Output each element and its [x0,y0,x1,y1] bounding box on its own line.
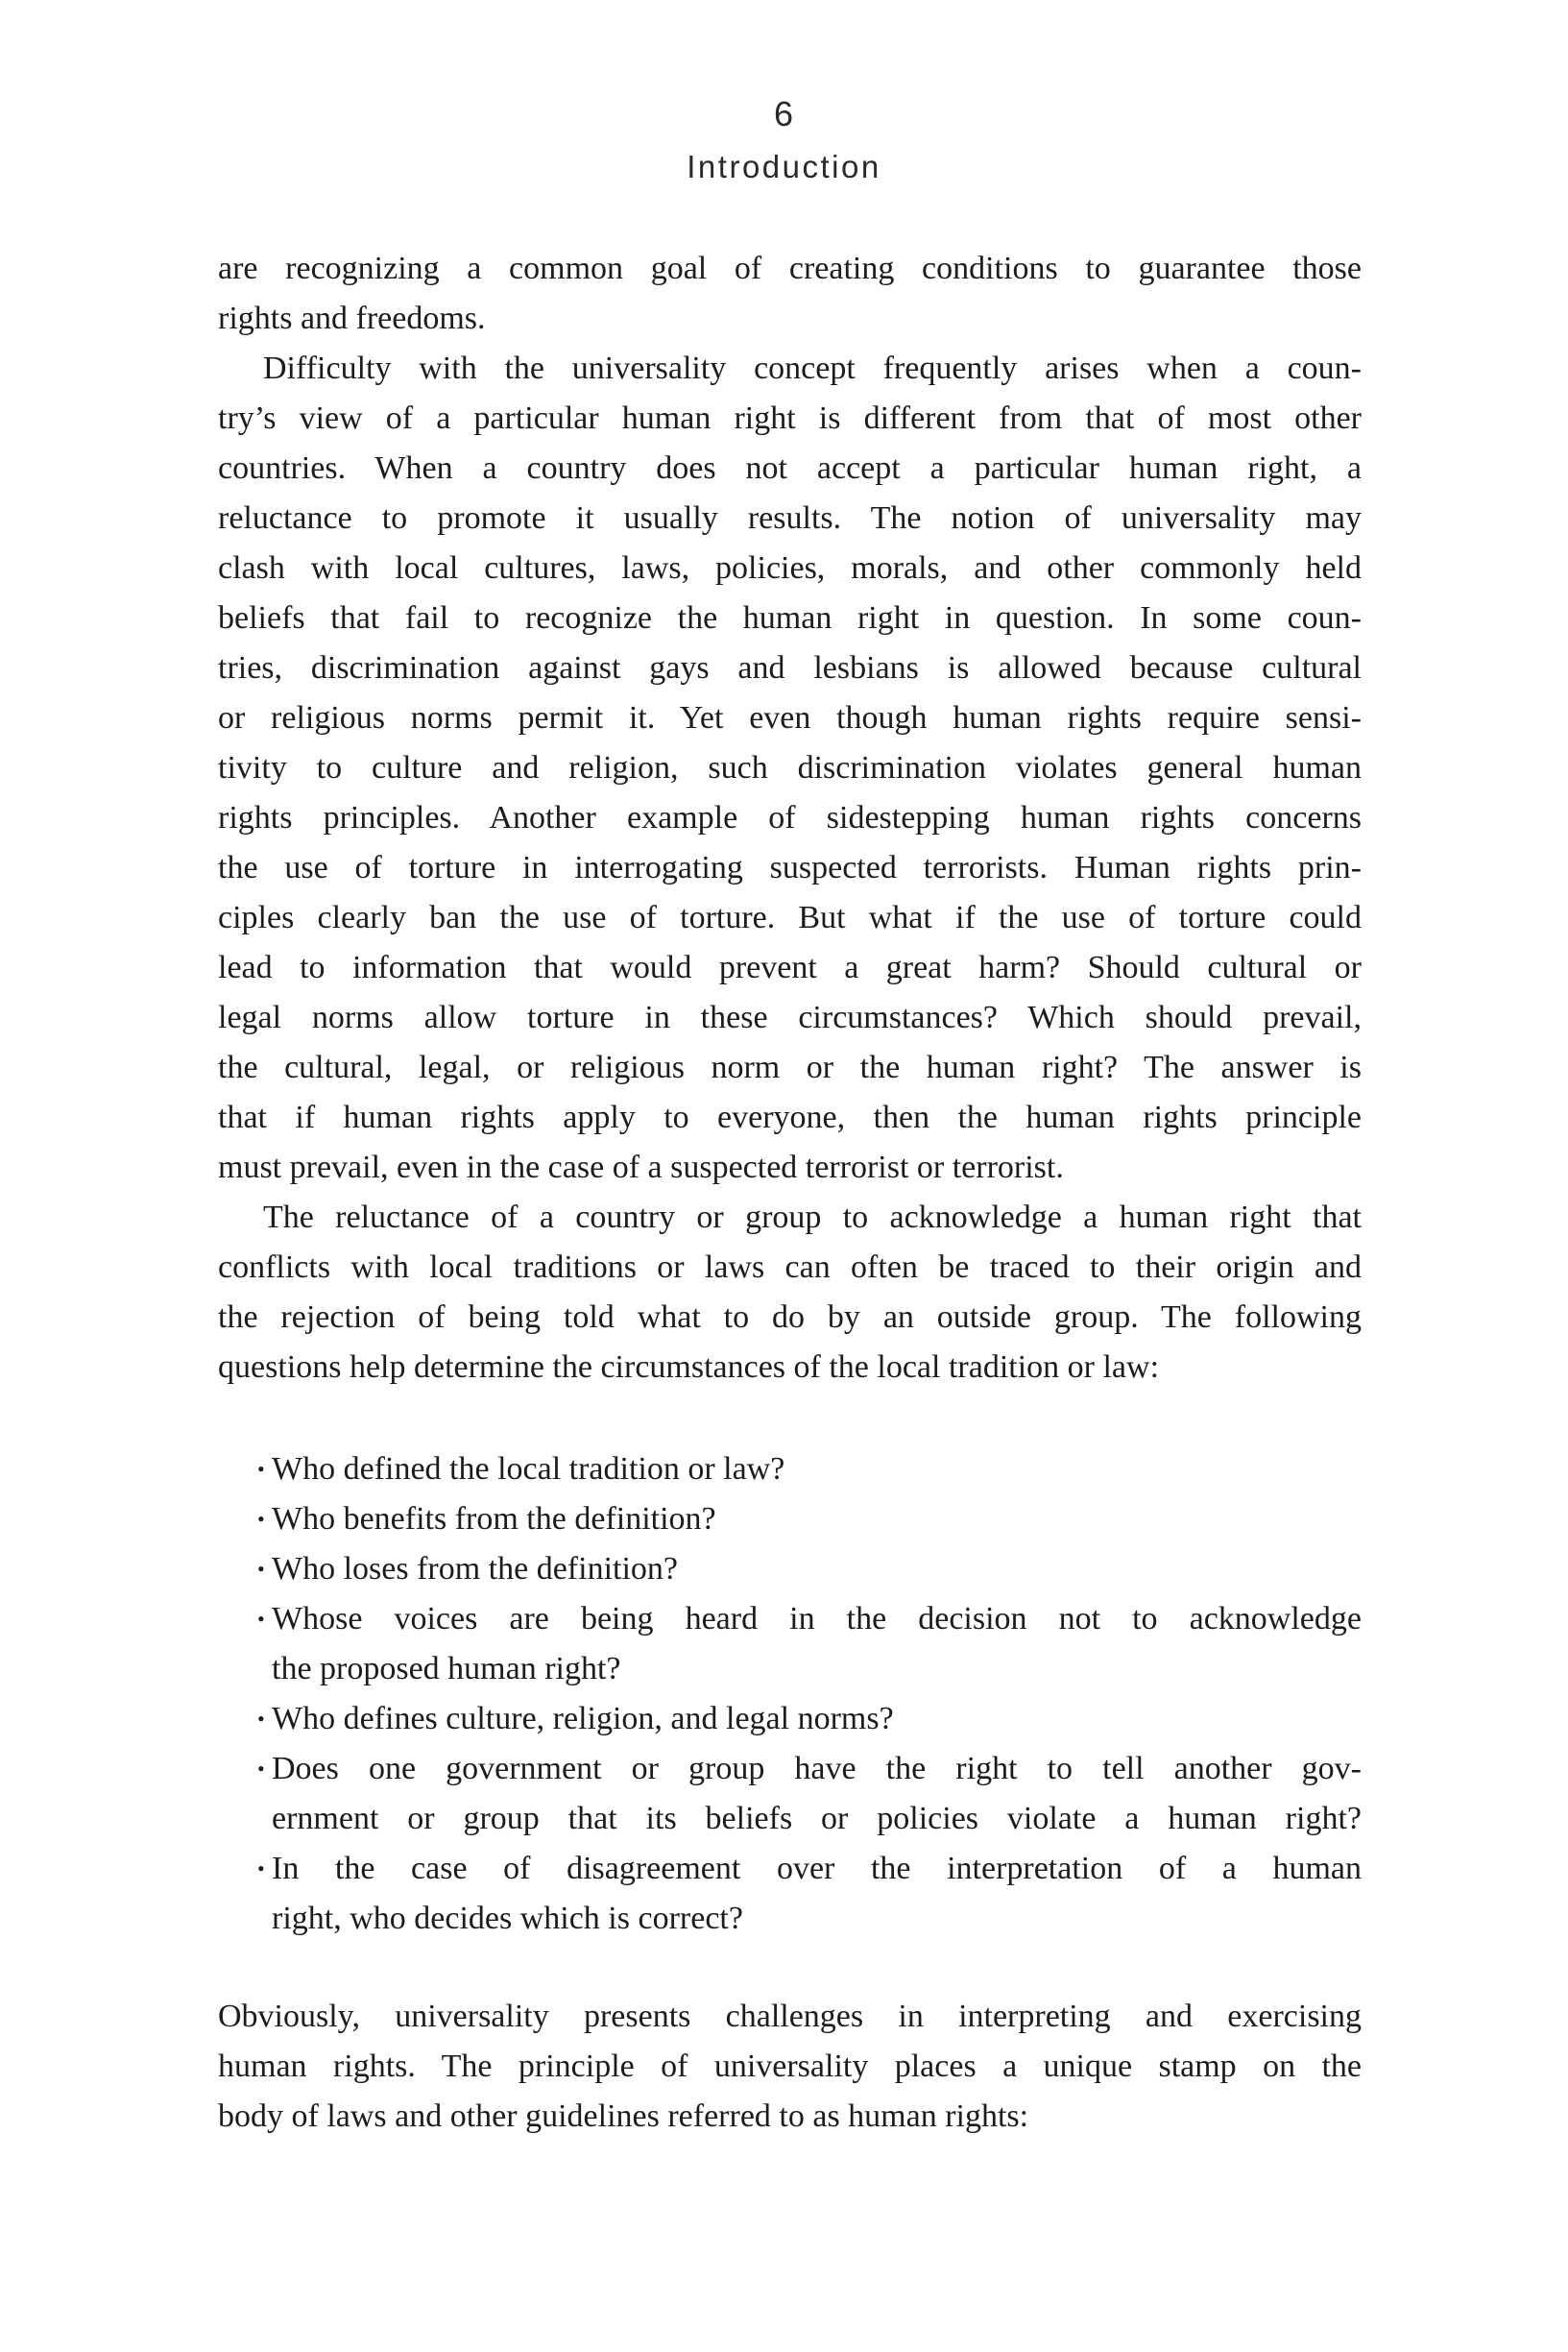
text-line: must prevail, even in the case of a suspected terrorist or terrorist. [218,1150,1064,1185]
text-line: Difficulty with the universality concept frequently arises when a coun- [263,351,1362,386]
paragraph [218,244,1362,344]
text-line: the cultural, legal, or religious norm or the human right? The answer is [218,1050,1362,1085]
text-line: clash with local cultures, laws, policies, morals, and other commonly held [218,550,1362,586]
text-line: ernment or group that its beliefs or policies violate a human right? [272,1801,1362,1836]
bullet-item [218,1544,1362,1594]
text-line: rights and freedoms. [218,301,486,336]
text-line: Does one government or group have the right to tell another gov- [272,1751,1362,1786]
text-line: ciples clearly ban the use of torture. But what if the use of torture could [218,900,1362,935]
text-line: rights principles. Another example of sidestepping human rights concerns [218,800,1362,836]
text-line: the proposed human right? [272,1651,621,1686]
text-line: Obviously, universality presents challenges in interpreting and exercising [218,1999,1362,2034]
text-line: or religious norms permit it. Yet even though human rights require sensi- [218,700,1362,736]
paragraph [218,344,1362,1193]
body-text [218,244,1362,2142]
text-line: right, who decides which is correct? [272,1901,743,1936]
text-line: conflicts with local traditions or laws can often be traced to their origin and [218,1249,1362,1285]
text-line: are recognizing a common goal of creating conditions to guarantee those [218,251,1362,286]
bullet-item [218,1594,1362,1694]
text-line: Who defines culture, religion, and legal norms? [272,1701,894,1736]
text-line: countries. When a country does not accept a particular human right, a [218,450,1362,486]
closing-paragraph [218,1992,1362,2142]
bullet-icon: • [257,1457,265,1481]
bullet-icon: • [257,1607,265,1631]
text-line: Who defined the local tradition or law? [272,1451,785,1487]
text-line: In the case of disagreement over the interpretation of a human [272,1851,1362,1886]
bullet-item [218,1744,1362,1844]
text-line: legal norms allow torture in these circumstances? Which should prevail, [218,1000,1362,1035]
bullet-icon: • [257,1507,265,1531]
paragraph [218,1193,1362,1393]
text-line: reluctance to promote it usually results. The notion of universality may [218,500,1362,536]
bullet-list [218,1444,1362,1944]
text-line: Who benefits from the definition? [272,1501,716,1537]
text-line: Who loses from the definition? [272,1551,679,1587]
bullet-icon: • [257,1757,265,1781]
text-line: questions help determine the circumstances of the local tradition or law: [218,1349,1160,1385]
bullet-item [218,1694,1362,1744]
text-line: that if human rights apply to everyone, then the human rights principle [218,1100,1362,1135]
text-line: the use of torture in interrogating suspected terrorists. Human rights prin- [218,850,1362,885]
text-line: The reluctance of a country or group to acknowledge a human right that [263,1200,1362,1235]
text-line: lead to information that would prevent a great harm? Should cultural or [218,950,1362,985]
text-line: human rights. The principle of universality places a unique stamp on the [218,2049,1362,2084]
text-line: Whose voices are being heard in the decision not to acknowledge [272,1601,1362,1637]
page-number: 6 [773,94,795,133]
text-line: body of laws and other guidelines referred to as human rights: [218,2098,1029,2134]
bullet-icon: • [257,1856,265,1880]
text-line: tries, discrimination against gays and lesbians is allowed because cultural [218,650,1362,686]
bullet-icon: • [257,1707,265,1731]
section-title: Introduction [687,149,881,184]
text-line: tivity to culture and religion, such discrimination violates general human [218,750,1362,786]
text-line: the rejection of being told what to do by an outside group. The following [218,1299,1362,1335]
bullet-item [218,1444,1362,1494]
bullet-icon: • [257,1557,265,1581]
bullet-item [218,1494,1362,1544]
text-line: try’s view of a particular human right is different from that of most other [218,400,1362,436]
text-line: beliefs that fail to recognize the human right in question. In some coun- [218,600,1362,636]
bullet-item [218,1844,1362,1944]
